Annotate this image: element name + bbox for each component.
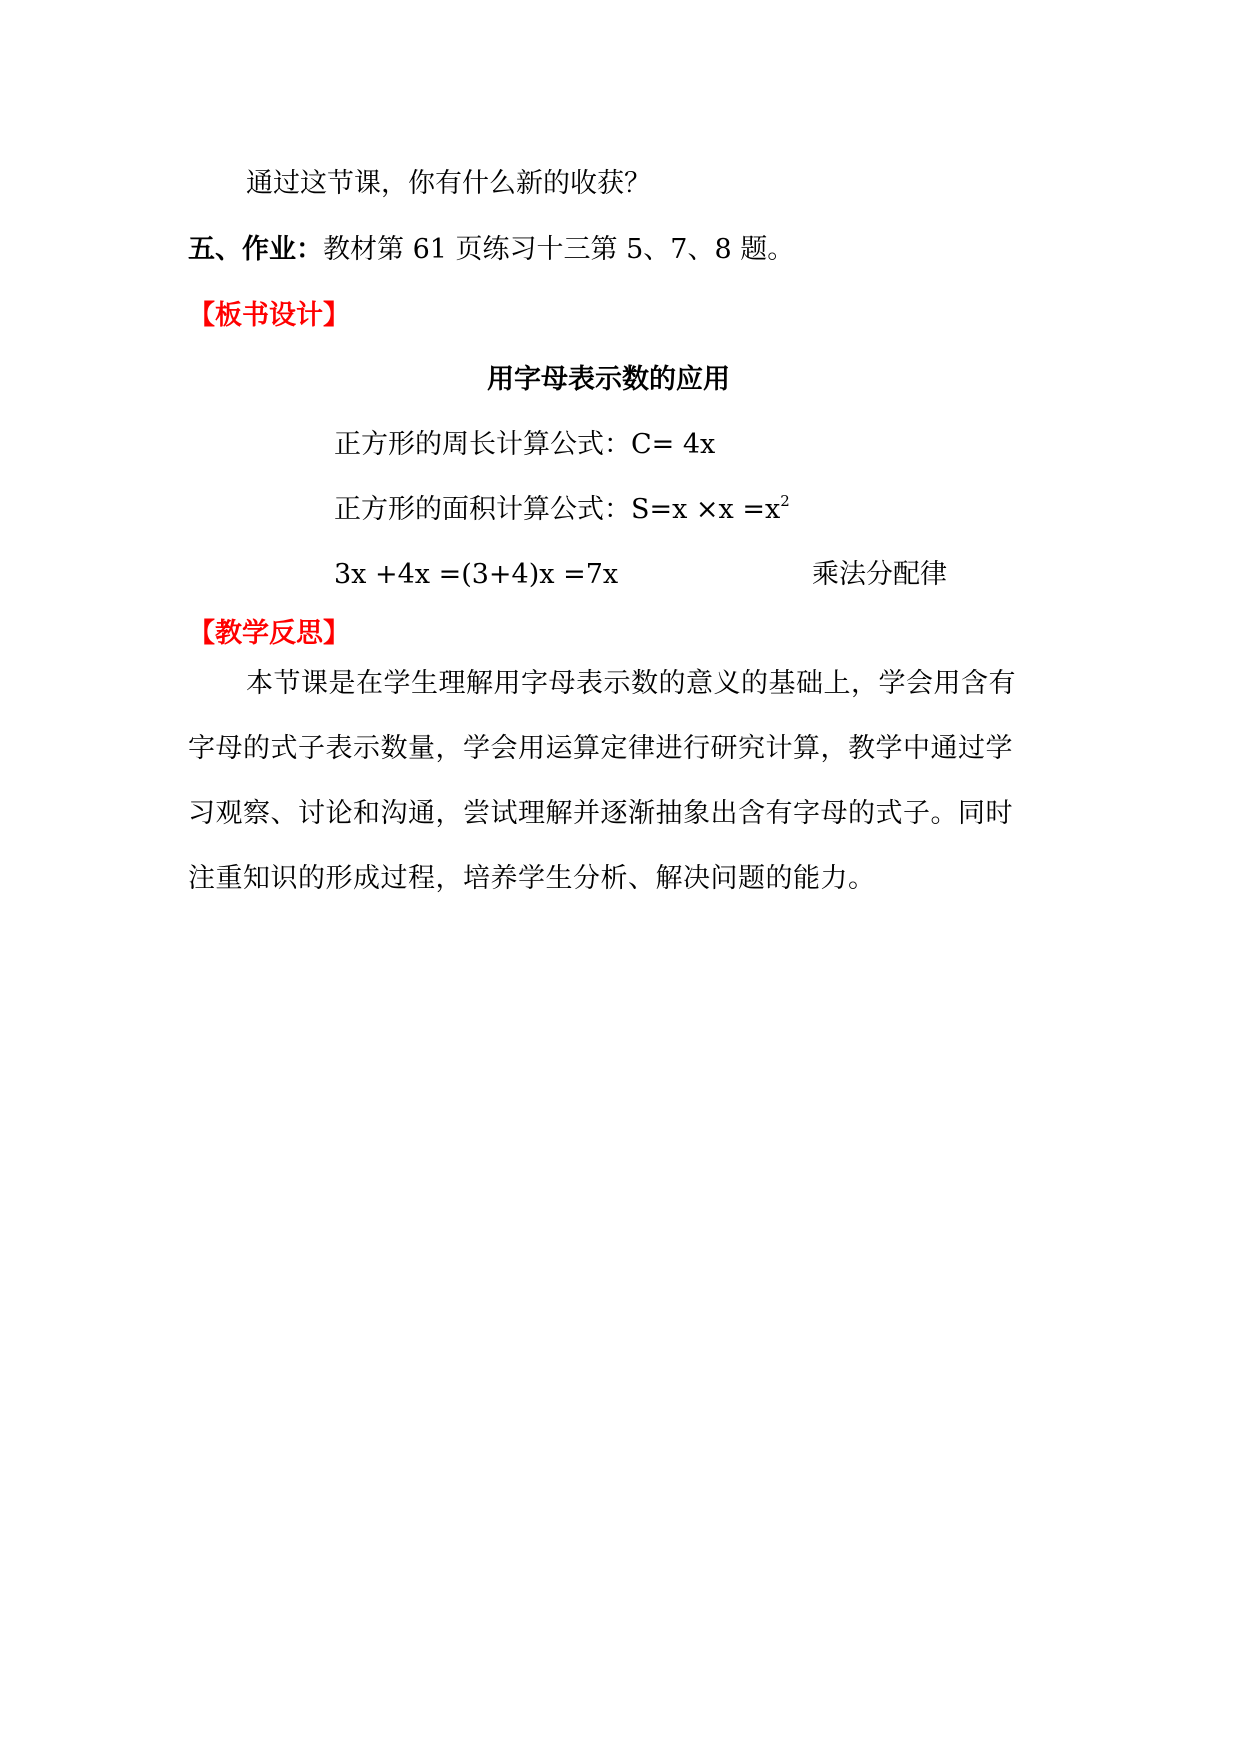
board-design-heading: 【板书设计】 (188, 300, 350, 331)
reflection-line-1: 本节课是在学生理解用字母表示数的意义的基础上，学会用含有 (246, 668, 1016, 699)
reflection-line-2: 字母的式子表示数量，学会用运算定律进行研究计算，教学中通过学 (188, 733, 1013, 764)
homework-text: 教材第 61 页练习十三第 5、7、8 题。 (323, 234, 795, 265)
homework-line (188, 232, 794, 268)
reflection-line-3: 习观察、讨论和沟通，尝试理解并逐渐抽象出含有字母的式子。同时 (188, 798, 1013, 829)
summary-question: 通过这节课，你有什么新的收获？ (246, 168, 651, 199)
board-design-title: 用字母表示数的应用 (487, 364, 730, 395)
homework-heading: 五、作业： (188, 234, 323, 265)
distributive-law-label: 乘法分配律 (812, 559, 947, 590)
reflection-heading: 【教学反思】 (188, 618, 350, 649)
area-formula-exponent: 2 (780, 492, 790, 510)
area-formula (334, 492, 790, 528)
reflection-line-4: 注重知识的形成过程，培养学生分析、解决问题的能力。 (188, 863, 876, 894)
distributive-expression: 3x +4x =(3+4)x =7x (334, 559, 619, 590)
area-formula-text: 正方形的面积计算公式：S=x ×x =x (334, 494, 781, 525)
perimeter-formula: 正方形的周长计算公式：C= 4x (334, 429, 716, 460)
